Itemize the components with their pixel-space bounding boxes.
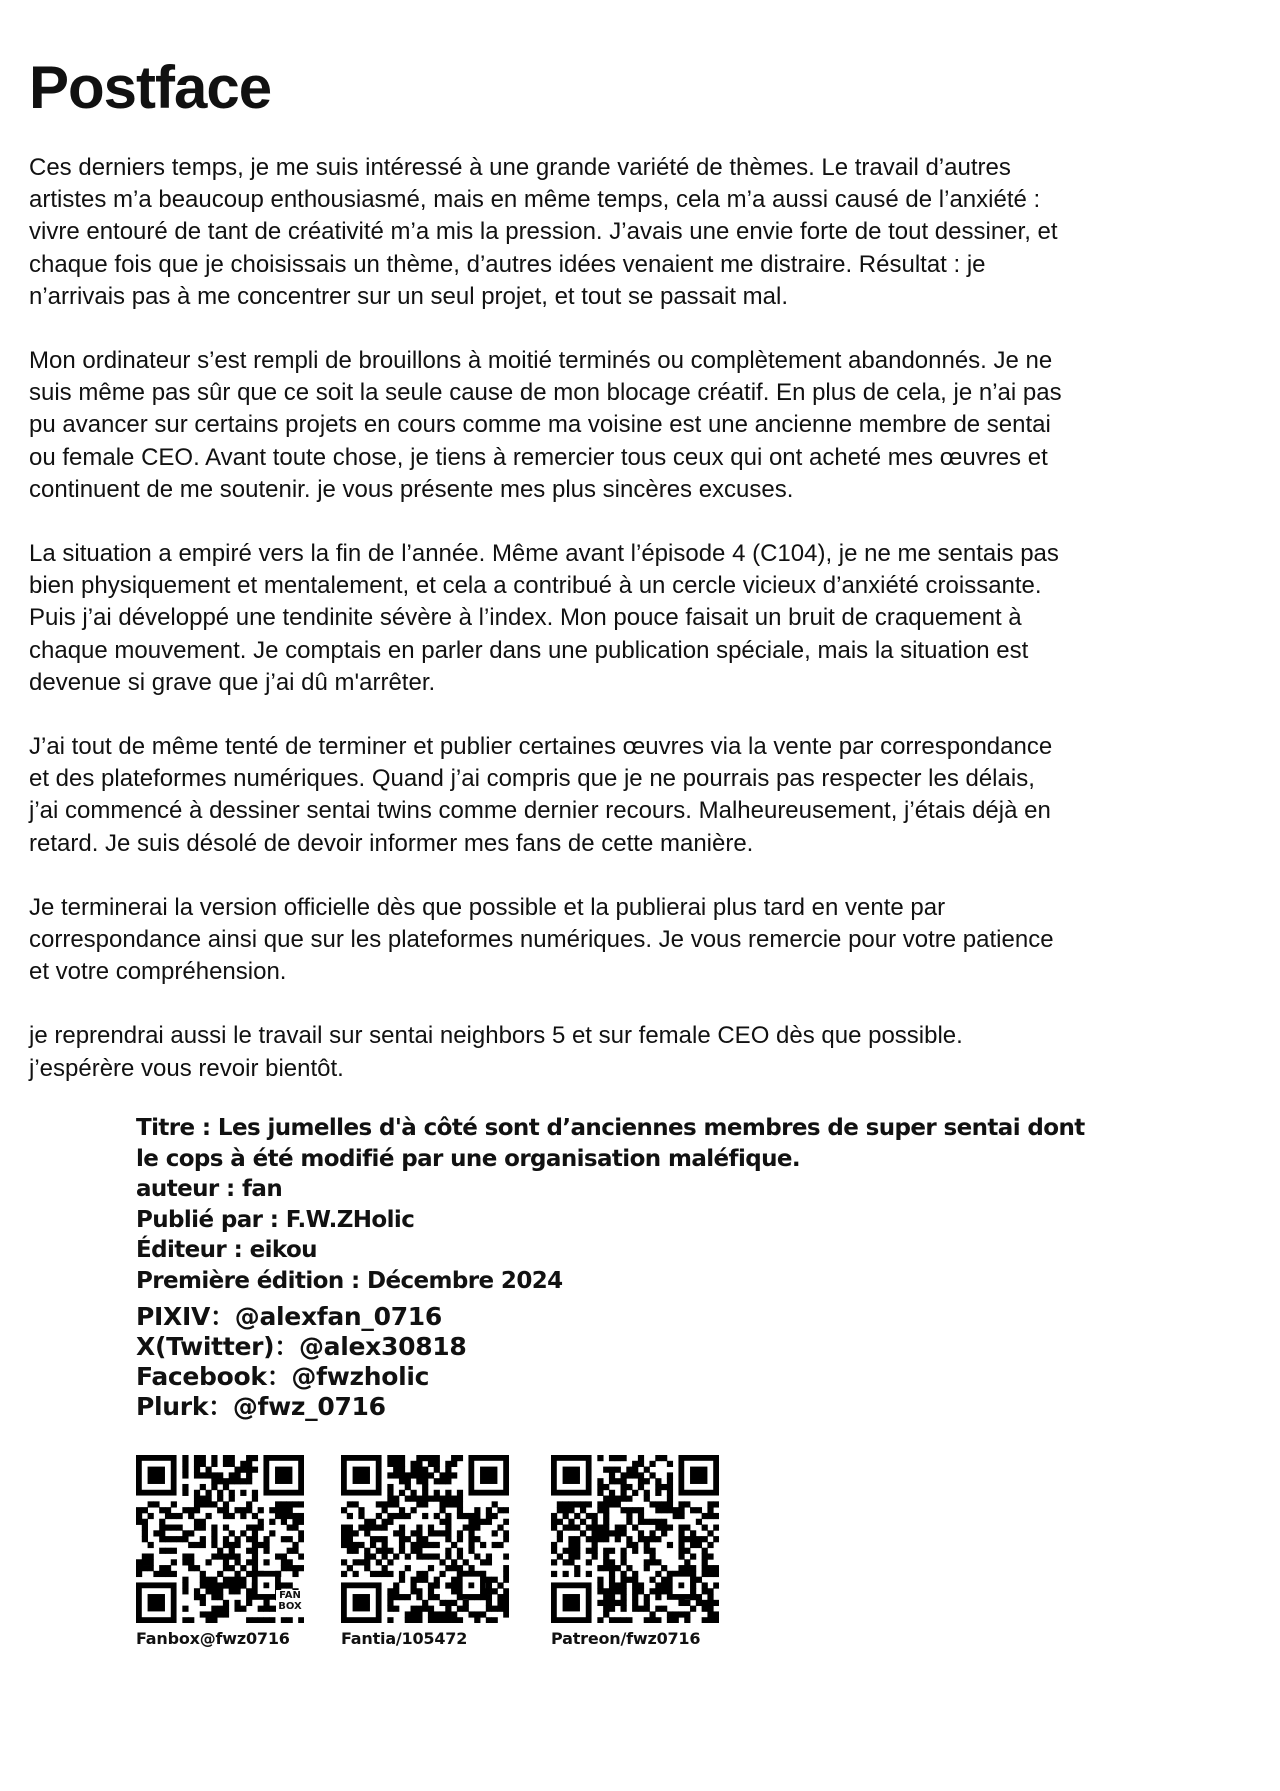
text-line: La situation a empiré vers la fin de l’année. Même avant l’épisode 4 (C104), je ne me sentais pas — [29, 540, 1059, 568]
text-line: et votre compréhension. — [29, 958, 287, 986]
qr-caption: Fantia/105472 — [341, 1629, 468, 1648]
qr-fanbox — [136, 1455, 304, 1648]
text-line: je reprendrai aussi le travail sur sentai neighbors 5 et sur female CEO dès que possible. — [29, 1022, 963, 1050]
qr-patreon — [551, 1455, 719, 1648]
paragraph-6 — [29, 1020, 1229, 1084]
qr-fantia — [341, 1455, 509, 1648]
text-line: correspondance ainsi que sur les plateformes numériques. Je vous remercie pour votre patience — [29, 926, 1054, 954]
text-line: suis même pas sûr que ce soit la seule cause de mon blocage créatif. En plus de cela, je n’ai pas — [29, 379, 1062, 407]
social-pixiv: PIXIV：@alexfan_0716 — [136, 1302, 442, 1331]
credit-title-line: le cops à été modifié par une organisation maléfique. — [136, 1145, 801, 1172]
text-line: J’ai tout de même tenté de terminer et publier certaines œuvres via la vente par correspondance — [29, 733, 1053, 761]
credit-editor: Éditeur : eikou — [136, 1237, 317, 1263]
qr-code-icon — [551, 1455, 719, 1623]
fanbox-badge-line: BOX — [278, 1601, 302, 1612]
text-line: j’ai commencé à dessiner sentai twins comme dernier recours. Malheureusement, j’étais déjà en — [29, 797, 1051, 825]
social-twitter: X(Twitter)：@alex30818 — [136, 1332, 467, 1361]
qr-caption: Patreon/fwz0716 — [551, 1629, 701, 1648]
fanbox-badge — [276, 1590, 304, 1612]
credit-first-edition: Première édition : Décembre 2024 — [136, 1267, 563, 1294]
text-line: devenue si grave que j’ai dû m'arrêter. — [29, 668, 436, 696]
social-plurk: Plurk：@fwz_0716 — [136, 1392, 386, 1421]
paragraph-2 — [29, 345, 1229, 506]
text-line: j’espérère vous revoir bientôt. — [29, 1054, 344, 1082]
page-title: Postface — [29, 54, 272, 121]
postface-body — [29, 152, 1229, 1117]
credit-title-line: Titre : Les jumelles d'à côté sont d’anciennes membres de super sentai dont — [136, 1115, 1085, 1141]
paragraph-5 — [29, 892, 1229, 989]
text-line: continuent de me soutenir. je vous présente mes plus sincères excuses. — [29, 475, 794, 503]
text-line: n’arrivais pas à me concentrer sur un seul projet, et tout se passait mal. — [29, 282, 789, 310]
text-line: pu avancer sur certains projets en cours comme ma voisine est une ancienne membre de sentai — [29, 411, 1051, 439]
text-line: Puis j’ai développé une tendinite sévère à l’index. Mon pouce faisait un bruit de craquement à — [29, 604, 1022, 632]
text-line: ou female CEO. Avant toute chose, je tiens à remercier tous ceux qui ont acheté mes œuvres et — [29, 443, 1048, 471]
paragraph-4 — [29, 731, 1229, 860]
text-line: chaque mouvement. Je comptais en parler dans une publication spéciale, mais la situation est — [29, 636, 1029, 664]
text-line: artistes m’a beaucoup enthousiasmé, mais en même temps, cela m’a aussi causé de l’anxiété : — [29, 186, 1041, 214]
paragraph-3 — [29, 538, 1229, 699]
text-line: bien physiquement et mentalement, et cela a contribué à un cercle vicieux d’anxiété croissante. — [29, 572, 1042, 600]
fanbox-badge-line: FAN — [279, 1590, 301, 1601]
credit-publisher: Publié par : F.W.ZHolic — [136, 1206, 415, 1233]
text-line: vivre entouré de tant de créativité m’a mis la pression. J’avais une envie forte de tout dessiner, et — [29, 218, 1058, 246]
text-line: et des plateformes numériques. Quand j’ai compris que je ne pourrais pas respecter les délais, — [29, 765, 1035, 793]
qr-caption: Fanbox@fwz0716 — [136, 1629, 290, 1648]
social-links — [136, 1302, 1136, 1422]
text-line: Je terminerai la version officielle dès que possible et la publierai plus tard en vente par — [29, 893, 946, 921]
colophon-credits — [136, 1113, 1136, 1296]
paragraph-1 — [29, 152, 1229, 313]
qr-code-icon — [341, 1455, 509, 1623]
credit-author: auteur : fan — [136, 1176, 283, 1202]
text-line: retard. Je suis désolé de devoir informer mes fans de cette manière. — [29, 829, 754, 857]
text-line: Ces derniers temps, je me suis intéressé à une grande variété de thèmes. Le travail d’autres — [29, 154, 1011, 181]
social-facebook: Facebook：@fwzholic — [136, 1362, 430, 1391]
text-line: Mon ordinateur s’est rempli de brouillons à moitié terminés ou complètement abandonnés. Je ne — [29, 347, 1053, 375]
text-line: chaque fois que je choisissais un thème, d’autres idées venaient me distraire. Résultat : je — [29, 250, 986, 278]
